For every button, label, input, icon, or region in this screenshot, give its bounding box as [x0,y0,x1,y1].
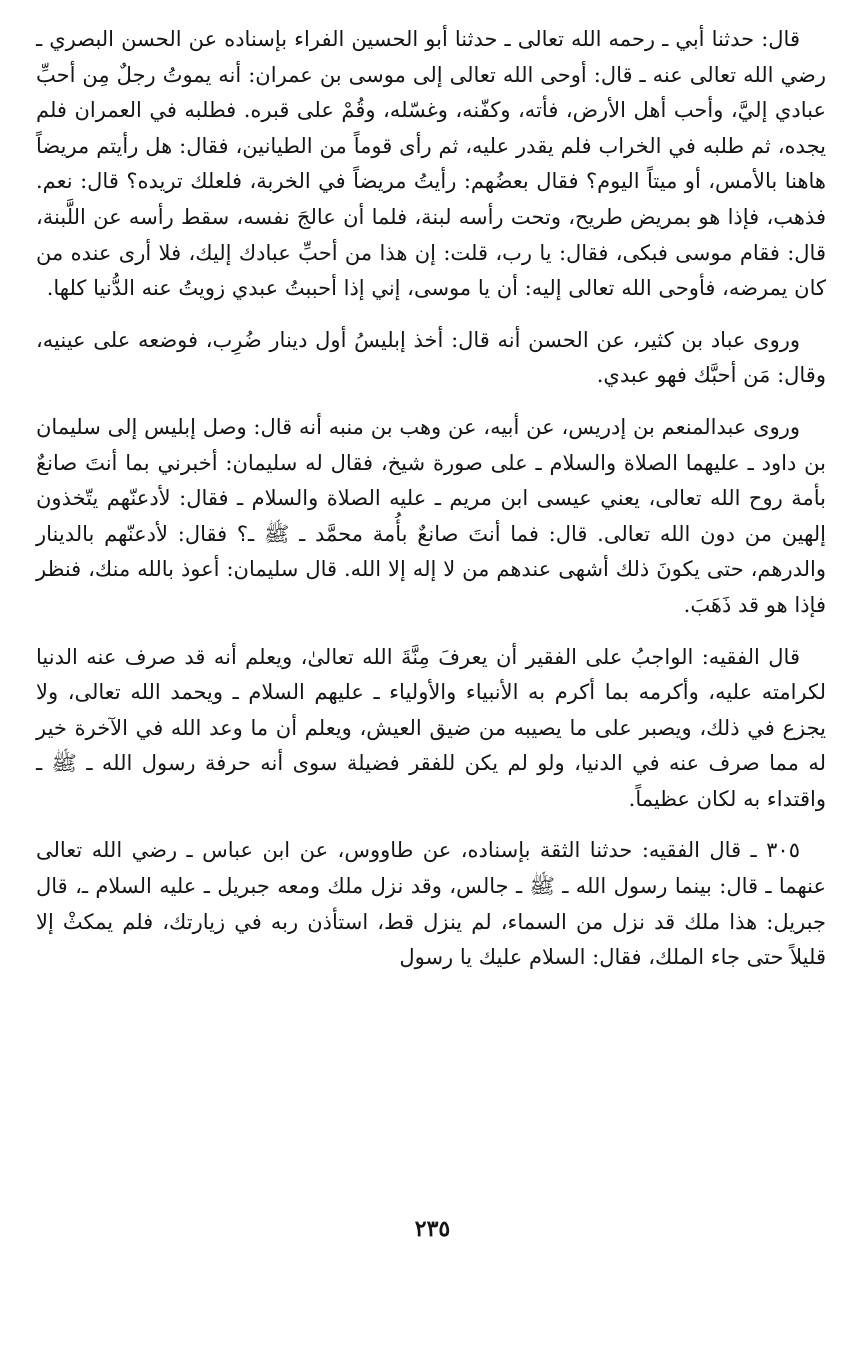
paragraph-5: ٣٠٥ ـ قال الفقيه: حدثنا الثقة بإسناده، عن طاووس، عن ابن عباس ـ رضي الله تعالى عنهما ـ قال: بينما رسول الله ـ ﷺ ـ جالس، وقد نزل ملك ومعه جبريل ـ عليه السلام ـ، قال جبريل: هذا ملك قد نزل من السماء، لم ينزل قط، استأذن ربه في زيارتك، فلم يمكثْ إلا قليلاً حتى جاء الملك، فقال: السلام عليك يا رسول [36,838,826,970]
paragraph-3: وروى عبدالمنعم بن إدريس، عن أبيه، عن وهب بن منبه أنه قال: وصل إبليس إلى سليمان بن داود ـ عليهما الصلاة والسلام ـ على صورة شيخ، فقال له سليمان: أخبرني بما أنتَ صانعٌ بأمة روح الله تعالى، يعني عيسى ابن مريم ـ عليه الصلاة والسلام ـ فقال: لأدعنّهم يتّخذون إلهين من دون الله تعالى. قال: فما أنتَ صانعٌ بأُمة محمَّد ـ ﷺ ـ؟ فقال: لأدعنّهم بالدينار والدرهم، حتى يكونَ ذلك أشهى عندهم من لا إله إلا الله. قال سليمان: أعوذ بالله منك، فنظر فإذا هو قد ذَهَبَ. [36,414,826,617]
paragraph-4: قال الفقيه: الواجبُ على الفقير أن يعرفَ مِنَّةَ الله تعالىٰ، ويعلم أنه قد صرف عنه الدنيا لكرامته عليه، وأكرمه بما أكرم به الأنبياء والأولياء ـ عليهم السلام ـ ويحمد الله تعالى، ولا يجزع في ذلك، ويصبر على ما يصيبه من ضيق العيش، ويعلم أن ما وعد الله في الآخرة خير له مما صرف عنه في الدنيا، ولو لم يكن للفقر فضيلة سوى أنه حرفة رسول الله ـ ﷺ ـ واقتداء به لكان عظيماً. [36,644,826,811]
page-number: ٢٣٥ [414,1216,451,1242]
paragraph-2: وروى عباد بن كثير، عن الحسن أنه قال: أخذ إبليسُ أول دينار ضُرِب، فوضعه على عينيه، وقال: مَن أحبَّك فهو عبدي. [36,327,826,388]
paragraph-1: قال: حدثنا أبي ـ رحمه الله تعالى ـ حدثنا أبو الحسين الفراء بإسناده عن الحسن البصري ـ رضي الله تعالى عنه ـ قال: أوحى الله تعالى إلى موسى بن عمران: أنه يموتُ رجلٌ مِن أحبِّ عبادي إليَّ، وأحب أهل الأرض، فأته، وكفّنه، وغسّله، وقُمْ على قبره. فطلبه في العمران فلم يجده، ثم طلبه في الخراب فلم يقدر عليه، ثم رأى قوماً من الطيانين، فقال: هل رأيتم مريضاً هاهنا بالأمس، أو ميتاً اليوم؟ فقال بعضُهم: رأيتُ مريضاً في الخربة، فلعلك تريده؟ قال: نعم. فذهب، فإذا هو بمريض طريح، وتحت رأسه لبنة، فلما أن عالجَ نفسه، سقط رأسه عن اللَّبنة، قال: فقام موسى فبكى، فقال: يا رب، قلت: إن هذا من أحبِّ عبادك إليك، فلا أرى عنده من كان يمرضه، فأوحى الله تعالى إليه: أن يا موسى، إني إذا أحببتُ عبدي زويتُ عنه الدُّنيا كلها. [36,27,826,301]
page-body [36,22,826,976]
